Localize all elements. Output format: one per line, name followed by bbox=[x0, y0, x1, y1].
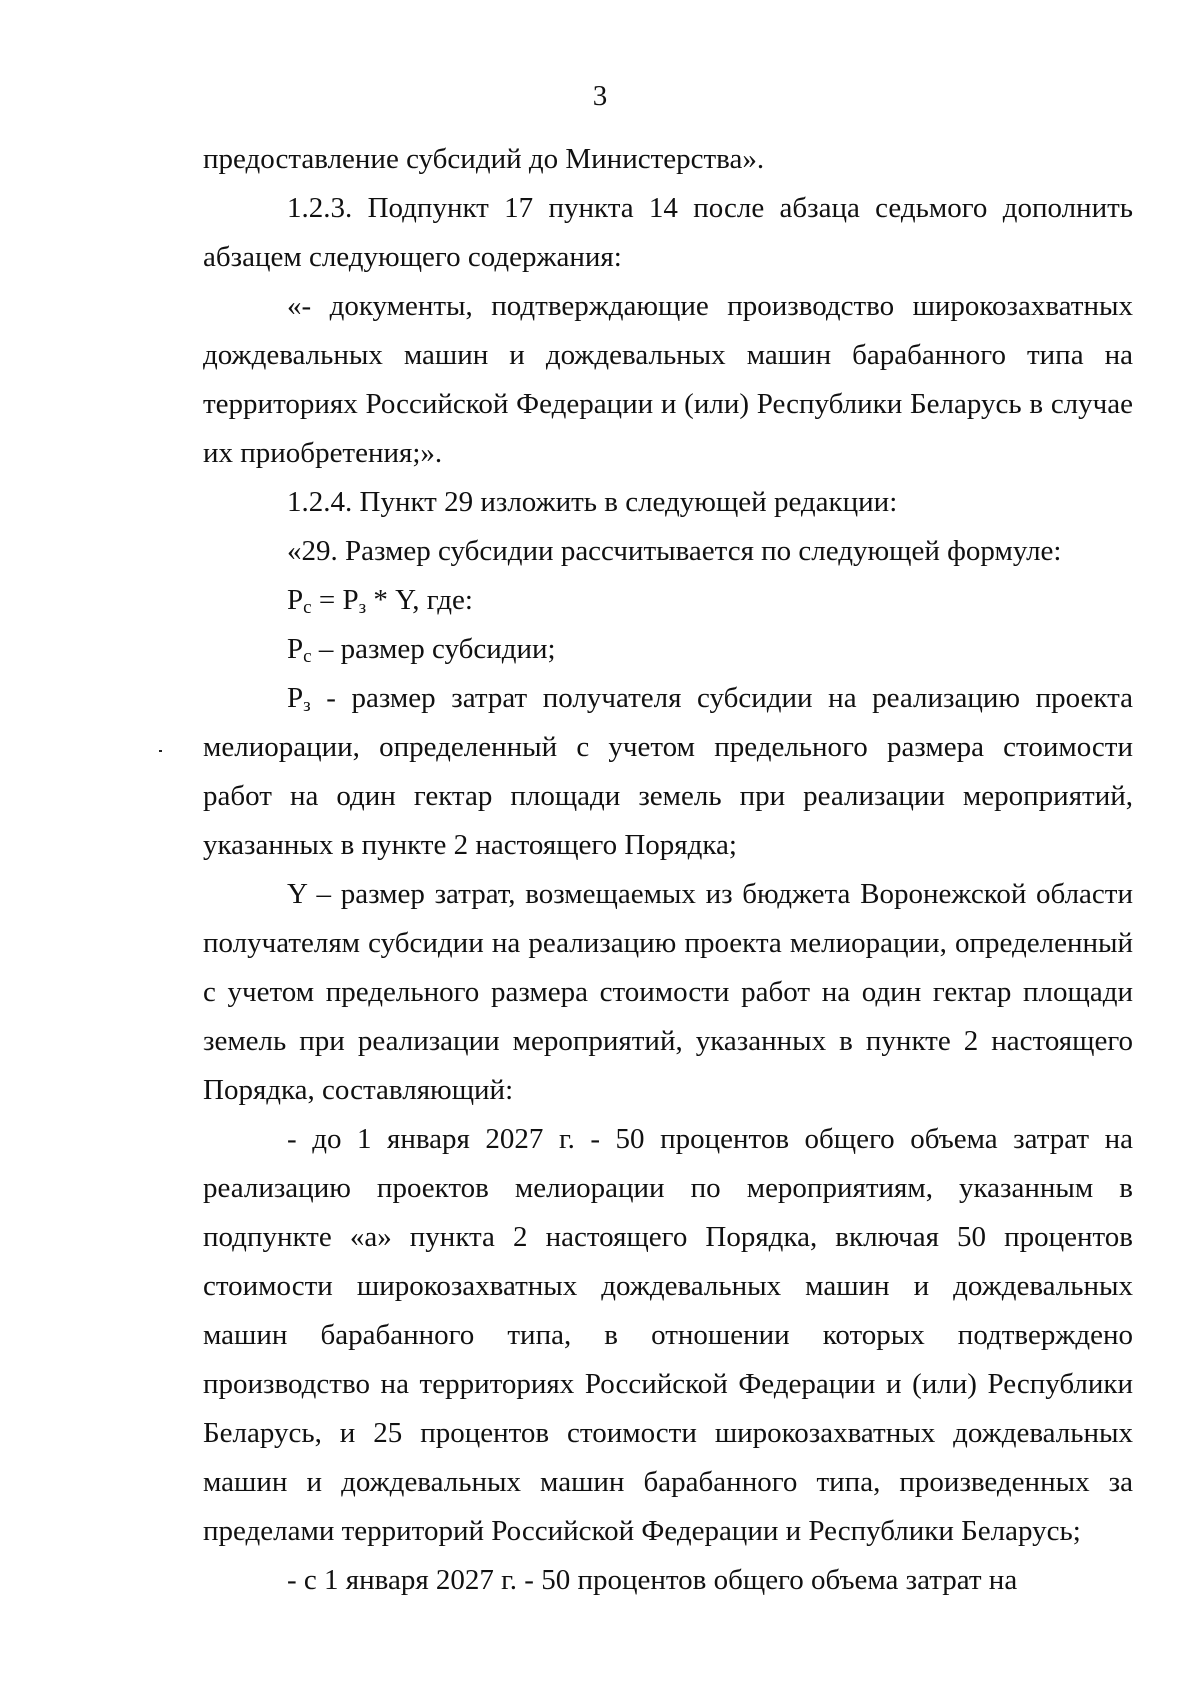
formula-line bbox=[203, 576, 1133, 625]
definition-rc-base: Р bbox=[287, 633, 304, 665]
paragraph: - до 1 января 2027 г. - 50 процентов общего объема затрат на реализацию проектов мелиорации по мероприятиям, указанным в подпункте «а» пункта 2 настоящего Порядка, включая 50 процентов стоимости широкозахватных дождевальных машин и дождевальных машин барабанного типа, в отношении которых подтверждено производство на территориях Российской Федерации и (или) Республики Беларусь, и 25 процентов стоимости широкозахватных дождевальных машин и дождевальных машин барабанного типа, произведенных за пределами территорий Российской Федерации и Республики Беларусь; bbox=[203, 1123, 1133, 1547]
formula-rz-sub: з bbox=[358, 597, 367, 618]
definition-rz-text: - размер затрат получателя субсидии на реализацию проекта мелиорации, определенный с учетом предельного размера стоимости работ на один гектар площади земель при реализации мероприятий, указанных в пункте 2 настоящего Порядка; bbox=[203, 682, 1133, 861]
definition-rz-sub: з bbox=[303, 695, 311, 716]
margin-mark bbox=[159, 750, 162, 752]
definition-rc-text: – размер субсидии; bbox=[311, 633, 556, 665]
paragraph: «29. Размер субсидии рассчитывается по следующей формуле: bbox=[287, 535, 1062, 567]
page-number: 3 bbox=[592, 80, 608, 112]
paragraph: 1.2.4. Пункт 29 изложить в следующей редакции: bbox=[287, 486, 898, 518]
definition-rc bbox=[203, 625, 1133, 674]
document-body bbox=[203, 135, 1133, 1605]
paragraph: предоставление субсидий до Министерства». bbox=[203, 143, 765, 175]
formula-rz-base: Р bbox=[342, 584, 359, 616]
formula-tail: * Y, где: bbox=[366, 584, 473, 616]
paragraph: 1.2.3. Подпункт 17 пункта 14 после абзаца седьмого дополнить абзацем следующего содержания: bbox=[203, 192, 1133, 273]
definition-rz-base: Р bbox=[287, 682, 304, 714]
definition-rz bbox=[203, 674, 1133, 870]
formula-rc-sub: с bbox=[303, 597, 312, 618]
paragraph: - с 1 января 2027 г. - 50 процентов общего объема затрат на bbox=[287, 1564, 1018, 1596]
paragraph: «- документы, подтверждающие производство широкозахватных дождевальных машин и дождевальных машин барабанного типа на территориях Российской Федерации и (или) Республики Беларусь в случае их приобретения;». bbox=[203, 290, 1133, 469]
formula-rc-base: Р bbox=[287, 584, 304, 616]
formula-equals: = bbox=[311, 584, 343, 616]
definition-rc-sub: с bbox=[303, 646, 312, 667]
paragraph: Y – размер затрат, возмещаемых из бюджета Воронежской области получателям субсидии на реализацию проекта мелиорации, определенный с учетом предельного размера стоимости работ на один гектар площади земель при реализации мероприятий, указанных в пункте 2 настоящего Порядка, составляющий: bbox=[203, 878, 1133, 1106]
